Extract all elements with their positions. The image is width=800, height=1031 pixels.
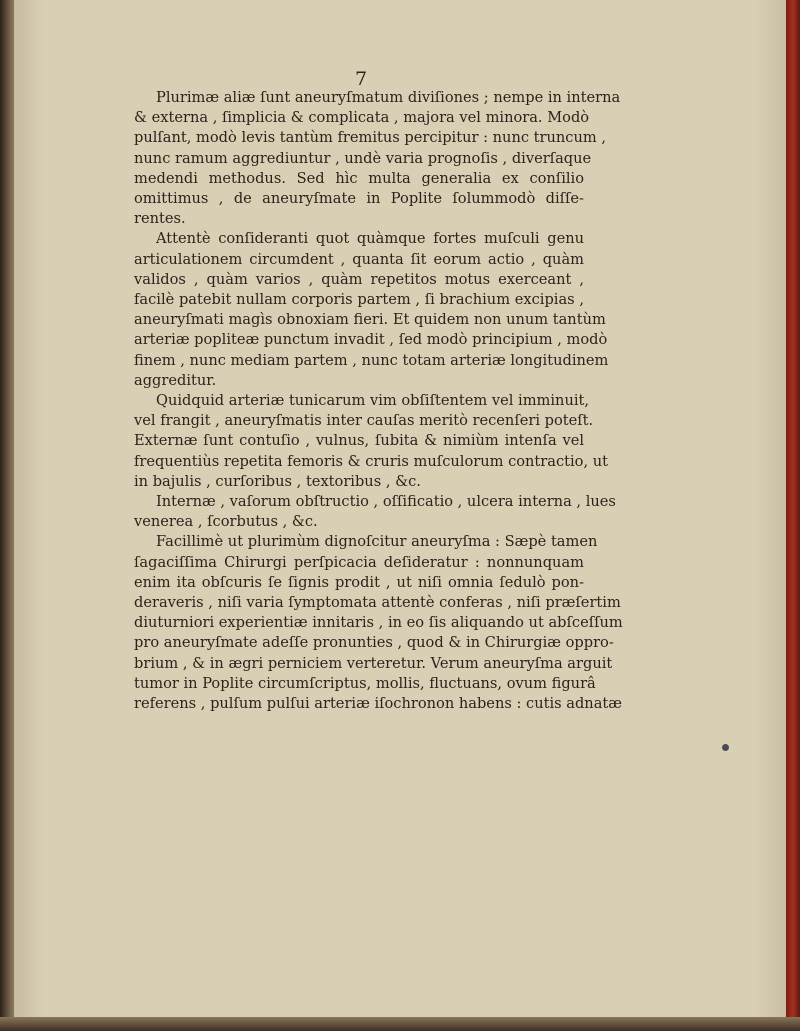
text-line: aneuryſmati magìs obnoxiam fieri. Et quidem non unum tantùm (134, 311, 606, 329)
text-line: Quidquid arteriæ tunicarum vim obſiſtentem vel imminuit, (156, 392, 590, 410)
book-bottom-edge (0, 1017, 800, 1031)
text-line: deraveris , niſi varia ſymptomata attentè conferas , niſi præſertim (134, 594, 621, 612)
book-cover-edge (786, 0, 800, 1031)
text-line: Externæ ſunt contuſio , vulnus, ſubita & nimiùm intenſa vel (134, 432, 584, 450)
text-line: pulſant, modò levis tantùm fremitus percipitur : nunc truncum , (134, 129, 606, 147)
book-page (14, 0, 786, 1031)
text-line: aggreditur. (134, 371, 217, 389)
text-line: arteriæ popliteæ punctum invadit , ſed modò principium , modò (134, 331, 608, 349)
body-text (134, 88, 623, 714)
paragraph (134, 88, 621, 229)
text-line: omittimus , de aneuryſmate in Poplite ſolummodò diſſe- (134, 190, 584, 208)
text-line: Internæ , vaſorum obſtructio , oſſificatio , ulcera interna , lues (156, 493, 616, 511)
paragraph (134, 229, 609, 391)
text-line: vel frangit , aneuryſmatis inter cauſas meritò recenſeri poteſt. (134, 412, 594, 430)
text-line: medendi methodus. Sed hìc multa generalia ex conſilio (134, 169, 584, 187)
text-line: ſagaciſſima Chirurgi perſpicacia deſideratur : nonnunquam (134, 553, 584, 571)
paragraph (134, 532, 623, 714)
text-line: tumor in Poplite circumſcriptus, mollis, fluctuans, ovum figurâ (134, 674, 596, 692)
text-line: venerea , ſcorbutus , &c. (134, 513, 318, 531)
text-line: pro aneuryſmate adeſſe pronunties , quod & in Chirurgiæ oppro- (134, 634, 614, 652)
text-line: nunc ramum aggrediuntur , undè varia prognoſis , diverſaque (134, 149, 592, 167)
text-line: in bajulis , curſoribus , textoribus , &c. (134, 472, 421, 490)
ink-spot (722, 744, 729, 751)
book-gutter-edge (0, 0, 14, 1031)
text-line: articulationem circumdent , quanta ſit eorum actio , quàm (134, 250, 584, 268)
text-line: brium , & in ægri perniciem verteretur. Verum aneuryſma arguit (134, 654, 613, 672)
page-number: 7 (354, 68, 368, 90)
text-line: facilè patebit nullam corporis partem , ſi brachium excipias , (134, 291, 584, 309)
text-line: referens , pulſum pulſui arteriæ iſochronon habens : cutis adnatæ (134, 695, 622, 713)
text-line: Attentè conſideranti quot quàmque fortes muſculi genu (156, 230, 584, 248)
text-line: Facillimè ut plurimùm dignoſcitur aneuryſma : Sæpè tamen (156, 533, 598, 551)
text-line: frequentiùs repetita femoris & cruris muſculorum contractio, ut (134, 452, 609, 470)
paragraph (134, 391, 609, 492)
text-line: finem , nunc mediam partem , nunc totam arteriæ longitudinem (134, 351, 609, 369)
text-line: diuturniori experientiæ innitaris , in eo ſis aliquando ut abſceſſum (134, 614, 623, 632)
text-line: & externa , ſimplicia & complicata , majora vel minora. Modò (134, 109, 590, 127)
text-line: rentes. (134, 210, 186, 228)
text-line: enim ita obſcuris ſe ſignis prodit , ut niſi omnia ſedulò pon- (134, 573, 584, 591)
text-line: validos , quàm varios , quàm repetitos motus exerceant , (134, 270, 584, 288)
paragraph (134, 492, 616, 532)
text-line: Plurimæ aliæ ſunt aneuryſmatum diviſiones ; nempe in interna (156, 89, 621, 106)
